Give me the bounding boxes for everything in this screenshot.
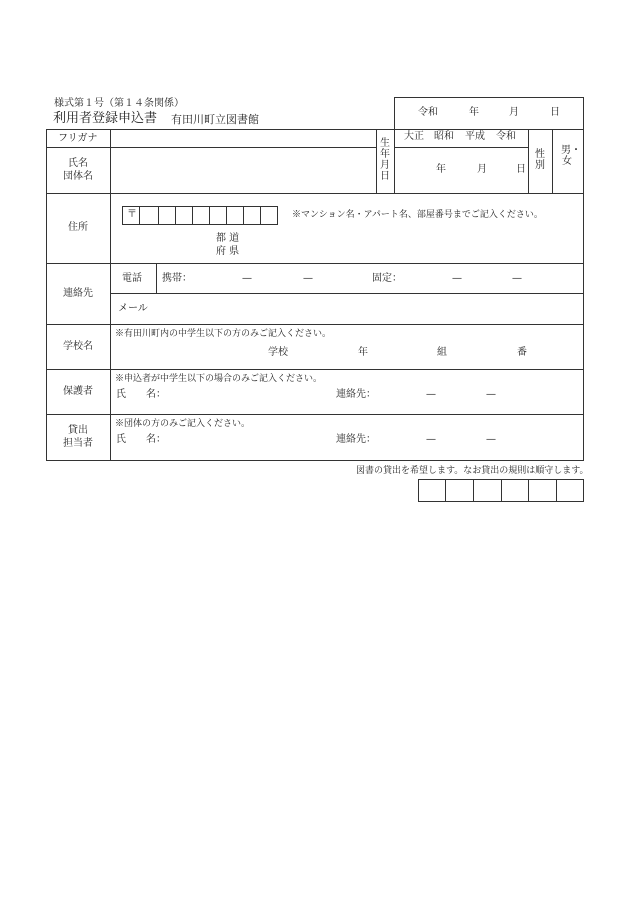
dash: —: [486, 389, 496, 400]
postal-digit-cell[interactable]: [260, 206, 261, 225]
divider: [46, 147, 376, 148]
guardian-contact-label: 連絡先：: [336, 389, 376, 400]
guardian-name-label: 氏 名：: [116, 389, 166, 400]
form-title: 利用者登録申込書: [53, 111, 158, 126]
name-label: 氏名: [68, 158, 88, 169]
dash: —: [452, 273, 462, 284]
era-heisei[interactable]: 平成: [465, 131, 485, 142]
mobile-label: 携帯：: [162, 273, 192, 284]
library-name: 有田川町立図書館: [171, 113, 259, 126]
postal-digit-cell[interactable]: [158, 206, 159, 225]
name-input[interactable]: [114, 155, 372, 185]
guardian-note: ※申込者が中学生以下の場合のみご記入ください。: [115, 374, 323, 384]
school-note: ※有田川町内の中学生以下の方のみご記入ください。: [115, 329, 332, 339]
school-label: 学校名: [63, 341, 93, 352]
lending-note: ※団体の方のみご記入ください。: [115, 419, 251, 429]
dash: —: [303, 273, 313, 284]
gender-label: 性別: [535, 149, 545, 171]
office-use-cell[interactable]: [473, 479, 474, 502]
office-use-cell[interactable]: [501, 479, 502, 502]
divider: [46, 193, 584, 194]
postal-code-box: [122, 206, 278, 225]
divider: [394, 147, 528, 148]
lending-name-label: 氏 名：: [116, 434, 166, 445]
divider: [156, 263, 157, 294]
divider: [376, 129, 377, 193]
era-showa[interactable]: 昭和: [434, 131, 454, 142]
postal-divider: [139, 206, 140, 225]
guardian-label: 保護者: [63, 386, 93, 397]
mail-input[interactable]: [162, 299, 578, 319]
furigana-input[interactable]: [114, 132, 372, 145]
prefecture-label-line1: 都 道: [216, 233, 240, 244]
mail-label: メール: [118, 303, 148, 314]
postal-digit-cell[interactable]: [226, 206, 227, 225]
date-year-label: 年: [469, 107, 479, 118]
grade-label: 年: [358, 347, 368, 358]
divider: [46, 324, 584, 325]
furigana-label: フリガナ: [58, 133, 98, 144]
divider: [552, 129, 553, 193]
postal-digit-cell[interactable]: [175, 206, 176, 225]
office-use-cell[interactable]: [556, 479, 557, 502]
form-number: 様式第１号（第１４条関係）: [54, 98, 184, 109]
school-suffix: 学校: [268, 347, 288, 358]
era-reiwa[interactable]: 令和: [496, 131, 516, 142]
divider: [528, 129, 529, 193]
dash: —: [426, 389, 436, 400]
birthdate-label: 生年月日: [380, 138, 390, 182]
date-month-label: 月: [509, 107, 519, 118]
era-taisho[interactable]: 大正: [404, 131, 424, 142]
date-day-label: 日: [550, 107, 560, 118]
divider: [394, 129, 395, 193]
phone-label: 電話: [122, 273, 142, 284]
dash: —: [486, 434, 496, 445]
postal-digit-cell[interactable]: [192, 206, 193, 225]
divider: [46, 414, 584, 415]
footer-note: 図書の貸出を希望します。なお貸出の規則は順守します。: [356, 466, 589, 476]
divider: [110, 129, 111, 461]
gender-options[interactable]: 男・女: [561, 145, 581, 167]
birth-year-label: 年: [436, 164, 446, 175]
dash: —: [242, 273, 252, 284]
birth-month-label: 月: [477, 164, 487, 175]
address-input[interactable]: [248, 235, 578, 257]
office-use-cell[interactable]: [528, 479, 529, 502]
postal-digit-cell[interactable]: [209, 206, 210, 225]
landline-label: 固定：: [372, 273, 402, 284]
group-name-label: 団体名: [63, 171, 93, 182]
dash: —: [426, 434, 436, 445]
birth-day-label: 日: [516, 164, 526, 175]
address-label: 住所: [68, 222, 88, 233]
divider: [46, 369, 584, 370]
prefecture-label-line2: 府 県: [216, 246, 240, 257]
office-use-cell[interactable]: [445, 479, 446, 502]
contact-label: 連絡先: [63, 288, 93, 299]
postal-mark-icon: 〒: [127, 209, 137, 220]
number-label: 番: [517, 347, 527, 358]
postal-digit-cell[interactable]: [243, 206, 244, 225]
divider: [110, 293, 584, 294]
lending-label-2: 担当者: [63, 438, 93, 449]
address-note: ※マンション名・アパート名、部屋番号までご記入ください。: [292, 210, 543, 220]
date-era: 令和: [418, 107, 438, 118]
lending-label-1: 貸出: [68, 425, 88, 436]
lending-contact-label: 連絡先：: [336, 434, 376, 445]
dash: —: [512, 273, 522, 284]
class-label: 組: [437, 347, 447, 358]
divider: [46, 263, 584, 264]
